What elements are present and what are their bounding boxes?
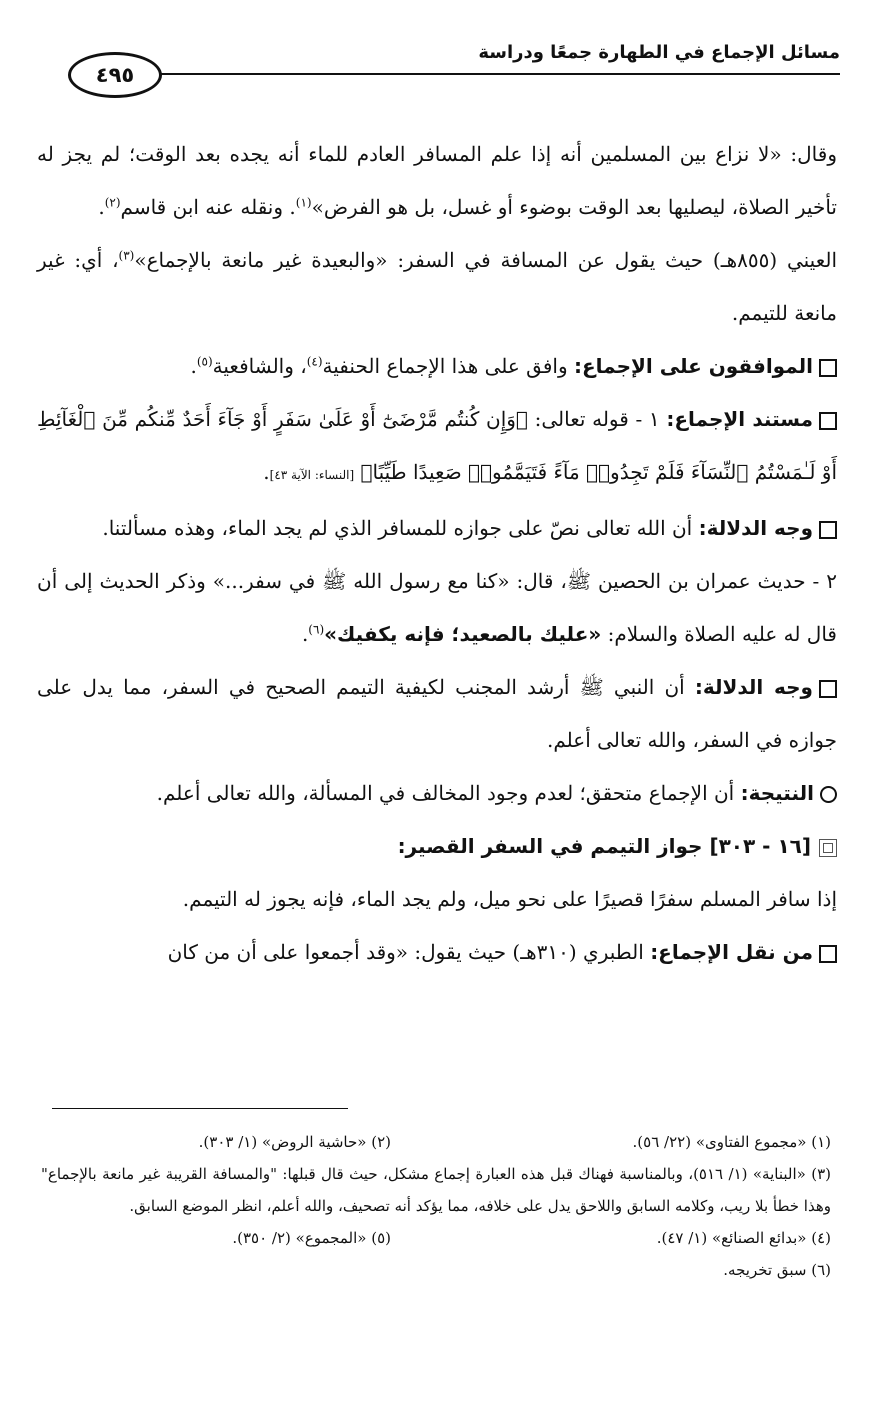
footnote-divider: [52, 1108, 348, 1109]
paragraph-2-text-2: ، أي: غير مانعة للتيمم.: [37, 248, 837, 325]
paragraph-4-end: .: [263, 460, 270, 484]
square-bullet-icon: [819, 521, 837, 539]
footnote-row-2: [41, 1222, 831, 1254]
paragraph-8-text: أن الإجماع متحقق؛ لعدم وجود المخالف في المسألة، والله تعالى أعلم.: [156, 781, 735, 805]
square-bullet-icon: [819, 359, 837, 377]
paragraph-5-text: أن الله تعالى نصّ على جوازه للمسافر الذي لم يجد الماء، وهذه مسألتنا.: [102, 516, 693, 540]
footnote-5: (٥) «المجموع» (٢/ ٣٥٠).: [232, 1229, 391, 1247]
paragraph-6-end: .: [301, 622, 309, 646]
paragraph-5-label: وجه الدلالة:: [698, 516, 813, 540]
paragraph-7: [37, 661, 837, 767]
section-icon: [819, 839, 837, 857]
paragraph-8: [37, 767, 837, 820]
paragraph-7-label: وجه الدلالة:: [694, 675, 813, 699]
footnote-1: (١) «مجموع الفتاوى» (٢٢/ ٥٦).: [632, 1133, 831, 1151]
paragraph-6: [37, 555, 837, 661]
footnote-row-1: [41, 1126, 831, 1158]
footnote-ref-5: (٥): [196, 354, 213, 369]
paragraph-5: [37, 502, 837, 555]
page-number: ٤٩٥: [68, 52, 162, 98]
quran-reference: [النساء: الآية ٤٣]: [269, 468, 355, 482]
paragraph-3-label: الموافقون على الإجماع:: [574, 354, 813, 378]
paragraph-3-text-2: ، والشافعية: [212, 354, 307, 378]
paragraph-6-text: ٢ - حديث عمران بن الحصين ﷺ، قال: «كنا مع رسول الله ﷺ في سفر...» وذكر الحديث إلى أن قال له عليه الصلاة والسلام:: [37, 569, 837, 646]
paragraph-10-label: من نقل الإجماع:: [650, 940, 813, 964]
paragraph-1: [37, 128, 837, 234]
footnote-ref-3: (٣): [118, 248, 135, 263]
paragraph-1-end: .: [98, 195, 105, 219]
paragraph-10-text: الطبري (٣١٠هـ) حيث يقول: «وقد أجمعوا على أن من كان: [167, 940, 644, 964]
footnote-6: (٦) سبق تخريجه.: [723, 1261, 831, 1279]
footnote-ref-4: (٤): [306, 354, 323, 369]
running-header: [60, 40, 840, 100]
paragraph-8-label: النتيجة:: [740, 781, 814, 805]
paragraph-2-text: العيني (٨٥٥هـ) حيث يقول عن المسافة في السفر: «والبعيدة غير مانعة بالإجماع»: [134, 248, 837, 272]
paragraph-2: [37, 234, 837, 340]
footnote-3: (٣) «البناية» (١/ ٥١٦)، وبالمناسبة فهناك قبل هذه العبارة إجماع مشكل، حيث قال قبلها: "والمسافة القريبة غير مانعة بالإجماع" وهذا خطأ بلا ريب، وكلامه السابق واللاحق يدل على خلافه، مما يؤكد أنه تصحيف، والله أعلم، انظر الموضع السابق.: [41, 1165, 831, 1215]
paragraph-1-text-2: . ونقله عنه ابن قاسم: [120, 195, 296, 219]
square-bullet-icon: [819, 412, 837, 430]
paragraph-4-label: مستند الإجماع:: [666, 407, 813, 431]
section-heading: [37, 820, 837, 873]
footnote-ref-1: (١): [295, 195, 312, 210]
square-bullet-icon: [819, 680, 837, 698]
paragraph-4-text: ١ - قوله تعالى: ﴿وَإِن كُنتُم مَّرْضَىٰٓ أَوْ عَلَىٰ سَفَرٍ أَوْ جَآءَ أَحَدٌ مِّنكُم مِّنَ ٱلْغَآئِطِ أَوْ لَـٰمَسْتُمُ ٱلنِّسَآءَ فَلَمْ تَجِدُوا۟ مَآءً فَتَيَمَّمُوا۟ صَعِيدًا طَيِّبًا﴾: [37, 407, 837, 484]
paragraph-4: [37, 393, 837, 502]
running-title: مسائل الإجماع في الطهارة جمعًا ودراسة: [478, 42, 840, 63]
paragraph-9-text: إذا سافر المسلم سفرًا قصيرًا على نحو ميل، ولم يجد الماء، فإنه يجوز له التيمم.: [182, 887, 837, 911]
square-bullet-icon: [819, 945, 837, 963]
paragraph-7-text: أن النبي ﷺ أرشد المجنب لكيفية التيمم الصحيح في السفر، مما يدل على جوازه في السفر، والله تعالى أعلم.: [37, 675, 837, 752]
circle-bullet-icon: [820, 786, 837, 803]
footnotes: [41, 1126, 831, 1286]
section-heading-text: [١٦ - ٣٠٣] جواز التيمم في السفر القصير:: [397, 834, 811, 858]
paragraph-3: [37, 340, 837, 393]
footnote-ref-6: (٦): [308, 622, 325, 637]
paragraph-3-text: وافق على هذا الإجماع الحنفية: [322, 354, 568, 378]
paragraph-3-end: .: [190, 354, 197, 378]
paragraph-1-text: وقال: «لا نزاع بين المسلمين أنه إذا علم المسافر العادم للماء أنه يجده بعد الوقت؛ لم يجز له تأخير الصلاة، ليصليها بعد الوقت بوضوء أو غسل، بل هو الفرض»: [37, 142, 837, 219]
header-rule: [160, 73, 840, 75]
footnote-2: (٢) «حاشية الروض» (١/ ٣٠٣).: [198, 1133, 391, 1151]
footnote-4: (٤) «بدائع الصنائع» (١/ ٤٧).: [656, 1229, 831, 1247]
paragraph-10: [37, 926, 837, 979]
footnote-ref-2: (٢): [104, 195, 121, 210]
main-text: [37, 128, 837, 979]
hadith-quote: «عليك بالصعيد؛ فإنه يكفيك»: [324, 622, 602, 646]
paragraph-9: [37, 873, 837, 926]
